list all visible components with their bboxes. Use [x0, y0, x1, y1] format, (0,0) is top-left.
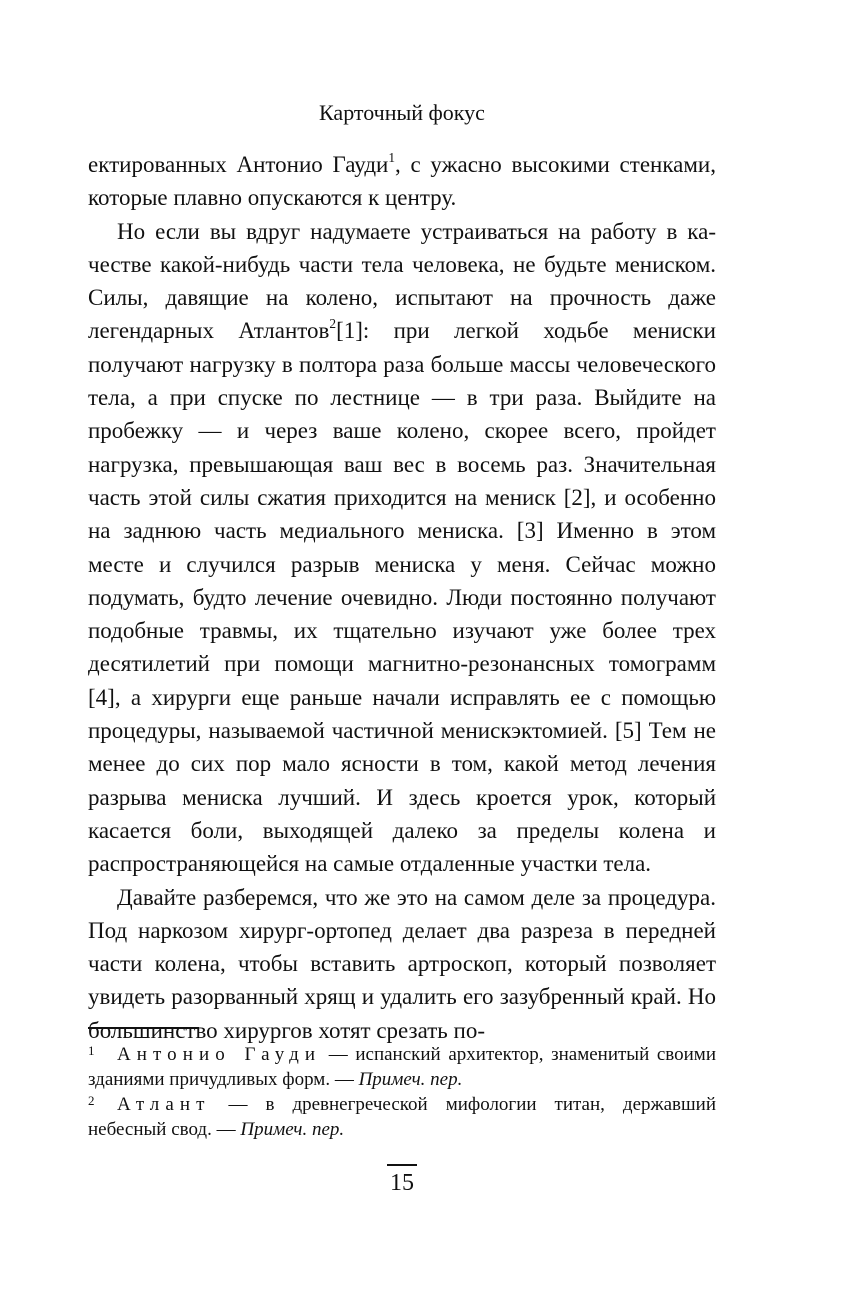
paragraph-2-text-a: Но если вы вдруг надумаете устраиваться на работу в качестве какой-нибудь части тела человека, не будьте мениском. Силы, давящие на колено, испытают на прочность даже легендарных Атлантов — [88, 218, 716, 344]
running-title: Карточный фокус — [319, 100, 485, 125]
paragraph-1-text-b: , с ужасно высокими стенками, которые плавно опускаются к центру. — [88, 152, 716, 211]
footnote-2-text: — в древнегреческой мифологии титан, державший небесный свод. — — [88, 1094, 716, 1140]
paragraph-2 — [88, 215, 716, 881]
footnote-divider — [88, 1027, 199, 1029]
page-number — [88, 1164, 716, 1198]
footnote-2: 2 Атлант — в древнегреческой мифологии титан, державший небесный свод. — Примеч. пер. — [88, 1093, 716, 1140]
footnote-1: 1 Антонио Гауди — испанский архитектор, знаменитый своими зданиями причудливых форм. — Примеч. пер. — [88, 1043, 717, 1090]
footnote-1-text: — испанский архитектор, знаменитый своими зданиями причудливых форм. — — [88, 1044, 717, 1090]
book-page — [88, 0, 716, 1311]
paragraph-2-text-b: [1]: при легкой ходьбе мениски получают нагрузку в полтора раза больше массы человеческого тела, а при спуске по лестнице — в три раза. Выйдите на пробежку — и через ваше колено, скорее всего, пройдет нагрузка, превышающая ваш вес в восемь раз. Значительная часть этой силы сжатия приходится на мениск [2], и особенно на заднюю часть медиального мениска. [3] Именно в этом месте и случился разрыв мениска у меня. Сейчас можно подумать, будто лечение очевидно. Люди постоянно получают подобные травмы, их тщательно изучают уже более трех десятилетий при помощи магнитно-резонансных томограмм [4], а хирурги еще раньше начали исправлять ее с помощью процедуры, называемой частичной менискэктомией. [5] Тем не менее до сих пор мало ясности в том, какой метод лечения разрыва мениска лучший. И здесь кроется урок, который касается боли, выходящей далеко за пределы колена и распространяющейся на самые отдаленные участки тела. — [88, 318, 716, 877]
footnote-1-note: Примеч. пер. — [358, 1069, 463, 1090]
footnote-ref-1[interactable]: 1 — [388, 150, 396, 165]
paragraph-1 — [88, 148, 716, 215]
paragraph-1-text-a: ектированных Антонио Гауди — [88, 152, 389, 177]
main-text — [88, 148, 716, 1047]
footnote-2-note: Примеч. пер. — [240, 1119, 345, 1140]
paragraph-3: Давайте разберемся, что же это на самом деле за процедура. Под наркозом хирург-ортопед делает два разреза в передней части колена, чтобы вставить артроскоп, который позволяет увидеть разорванный хрящ и удалить его зазубренный край. Но большинство хирургов хотят срезать по- — [88, 884, 716, 1043]
footnote-ref-2[interactable]: 2 — [329, 316, 337, 332]
footnotes — [88, 1042, 716, 1142]
footnote-1-term: Антонио Гауди — [117, 1044, 322, 1065]
footnote-2-term: Атлант — [117, 1094, 211, 1115]
page-number-value: 15 — [387, 1164, 417, 1198]
